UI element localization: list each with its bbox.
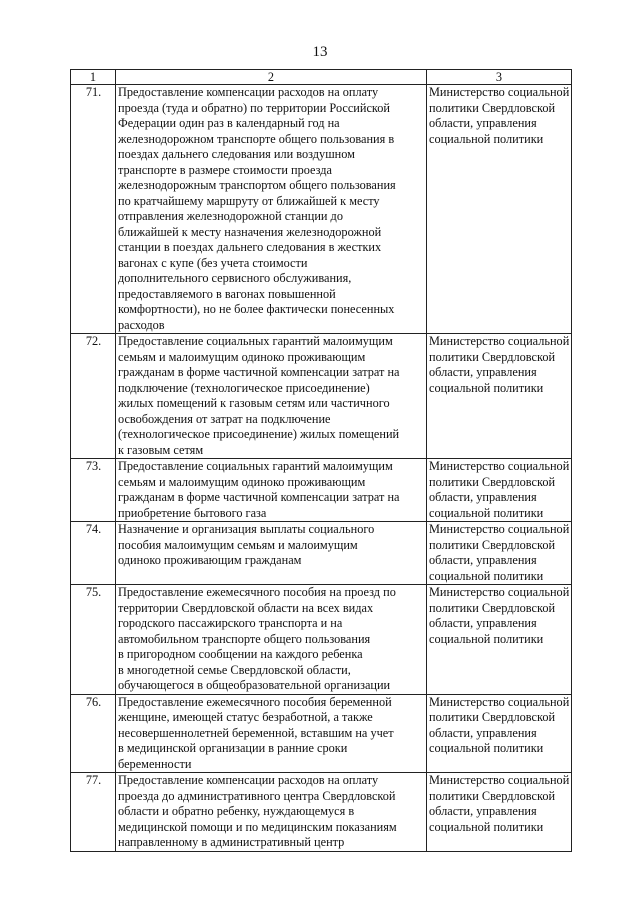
page-number: 13 — [312, 44, 328, 60]
service-name-line: семьям и малоимущим одиноко проживающим — [118, 474, 366, 489]
table-header-row — [71, 70, 572, 85]
service-name-line: Предоставление компенсации расходов на оплату — [118, 85, 379, 99]
service-name-cell — [116, 522, 427, 585]
service-name-line: в медицинской организации в ранние сроки — [118, 741, 348, 755]
service-name-line: к газовым сетям — [118, 442, 204, 457]
service-name-line: дополнительного сервисного обслуживания, — [118, 271, 352, 285]
service-name-line: (технологическое присоединение) жилых помещений — [118, 427, 400, 441]
authority-line: Министерство социальной — [429, 459, 570, 473]
service-name-line: отправления железнодорожной станции до — [118, 209, 343, 223]
column-header-2: 2 — [116, 70, 427, 85]
service-name-line: обучающегося в общеобразовательной организации — [118, 678, 391, 692]
authority-line: Министерство социальной — [429, 334, 570, 348]
service-name-line: семьям и малоимущим одиноко проживающим — [118, 349, 366, 364]
table-row — [71, 334, 572, 459]
authority-line: области, управления — [429, 804, 537, 818]
service-name-line: транспорте в размере стоимости проезда — [118, 162, 332, 177]
service-name-line: области и обратно ребенку, нуждающемуся в — [118, 804, 355, 818]
service-name-line: Предоставление компенсации расходов на оплату — [118, 773, 379, 787]
table-row — [71, 85, 572, 334]
row-number: 75. — [71, 585, 116, 695]
authority-line: области, управления — [429, 725, 537, 740]
authority-line: области, управления — [429, 116, 537, 130]
service-name-line: по кратчайшему маршруту от ближайшей к месту — [118, 193, 380, 208]
service-name-line: приобретение бытового газа — [118, 505, 267, 520]
authority-cell — [427, 334, 572, 459]
service-name-line: гражданам в форме частичной компенсации затрат на — [118, 365, 400, 379]
column-header-3: 3 — [427, 70, 572, 85]
service-name-line: железнодорожном транспорте общего пользования в — [118, 131, 395, 146]
authority-line: политики Свердловской — [429, 600, 556, 615]
authority-line: Министерство социальной — [429, 585, 570, 599]
service-name-line: Предоставление ежемесячного пособия на проезд по — [118, 585, 396, 599]
authority-line: социальной политики — [429, 568, 544, 583]
authority-line: области, управления — [429, 365, 537, 379]
service-name-line: городского пассажирского транспорта и на — [118, 616, 343, 630]
service-name-line: Назначение и организация выплаты социального — [118, 522, 375, 536]
service-name-line: подключение (технологическое присоединение) — [118, 380, 370, 395]
table-row — [71, 694, 572, 773]
authority-line: социальной политики — [429, 819, 544, 834]
authority-cell — [427, 85, 572, 334]
authority-line: политики Свердловской — [429, 710, 556, 724]
row-number: 76. — [71, 694, 116, 773]
authority-line: Министерство социальной — [429, 694, 570, 709]
service-name-line: автомобильном транспорте общего пользования — [118, 631, 371, 646]
authority-cell — [427, 694, 572, 773]
authority-line: социальной политики — [429, 380, 544, 395]
row-number: 74. — [71, 522, 116, 585]
service-name-line: направленному в административный центр — [118, 835, 345, 849]
authority-line: Министерство социальной — [429, 773, 570, 787]
service-name-line: освобождения от затрат на подключение — [118, 411, 331, 426]
table-row — [71, 522, 572, 585]
authority-line: Министерство социальной — [429, 522, 570, 536]
authority-line: области, управления — [429, 553, 537, 567]
service-name-line: пособия малоимущим семьям и малоимущим — [118, 537, 358, 552]
service-name-line: комфортности), но не более фактически понесенных — [118, 302, 395, 316]
service-name-line: жилых помещений к газовым сетям или частичного — [118, 396, 390, 410]
row-number: 77. — [71, 773, 116, 852]
service-name-line: поездах дальнего следования или воздушном — [118, 147, 355, 161]
authority-cell — [427, 773, 572, 852]
service-name-line: ближайшей к месту назначения железнодорожной — [118, 224, 382, 239]
service-name-line: предоставляемого в вагонах повышенной — [118, 286, 336, 301]
service-name-line: проезда (туда и обратно) по территории Российской — [118, 100, 391, 115]
service-name-cell — [116, 334, 427, 459]
authority-line: социальной политики — [429, 631, 544, 646]
service-name-line: территории Свердловской области на всех видах — [118, 600, 374, 615]
service-name-line: Предоставление ежемесячного пособия беременной — [118, 694, 392, 709]
authority-line: социальной политики — [429, 741, 544, 755]
row-number: 71. — [71, 85, 116, 334]
service-name-cell — [116, 585, 427, 695]
service-name-line: одиноко проживающим гражданам — [118, 553, 302, 567]
service-name-cell — [116, 85, 427, 334]
service-name-line: Предоставление социальных гарантий малоимущим — [118, 334, 393, 348]
authority-cell — [427, 585, 572, 695]
authority-line: политики Свердловской — [429, 349, 556, 364]
table-row — [71, 459, 572, 522]
service-name-line: Предоставление социальных гарантий малоимущим — [118, 459, 393, 473]
row-number: 72. — [71, 334, 116, 459]
service-name-line: гражданам в форме частичной компенсации затрат на — [118, 490, 400, 504]
authority-line: политики Свердловской — [429, 100, 556, 115]
service-name-cell — [116, 459, 427, 522]
services-table — [70, 69, 572, 852]
table-row — [71, 773, 572, 852]
service-name-cell — [116, 773, 427, 852]
authority-cell — [427, 522, 572, 585]
authority-line: Министерство социальной — [429, 85, 570, 99]
service-name-line: в пригородном сообщении на каждого ребенка — [118, 647, 363, 661]
column-header-1: 1 — [71, 70, 116, 85]
service-name-line: медицинской помощи и по медицинским показаниям — [118, 819, 397, 834]
authority-line: социальной политики — [429, 505, 544, 520]
table-row — [71, 585, 572, 695]
service-name-line: в многодетной семье Свердловской области, — [118, 662, 351, 677]
service-name-line: женщине, имеющей статус безработной, а также — [118, 710, 373, 724]
authority-line: области, управления — [429, 616, 537, 630]
authority-cell — [427, 459, 572, 522]
service-name-line: вагонах с купе (без учета стоимости — [118, 255, 308, 270]
authority-line: социальной политики — [429, 131, 544, 146]
authority-line: области, управления — [429, 490, 537, 504]
service-name-line: станции в поездах дальнего следования в жестких — [118, 240, 382, 254]
service-name-line: Федерации один раз в календарный год на — [118, 116, 340, 130]
service-name-line: расходов — [118, 317, 165, 332]
authority-line: политики Свердловской — [429, 788, 556, 803]
service-name-cell — [116, 694, 427, 773]
service-name-line: железнодорожным транспортом общего пользования — [118, 178, 396, 192]
authority-line: политики Свердловской — [429, 537, 556, 552]
row-number: 73. — [71, 459, 116, 522]
service-name-line: проезда до административного центра Свердловской — [118, 788, 396, 803]
authority-line: политики Свердловской — [429, 474, 556, 489]
service-name-line: несовершеннолетней беременной, вставшим на учет — [118, 725, 394, 740]
service-name-line: беременности — [118, 756, 192, 771]
